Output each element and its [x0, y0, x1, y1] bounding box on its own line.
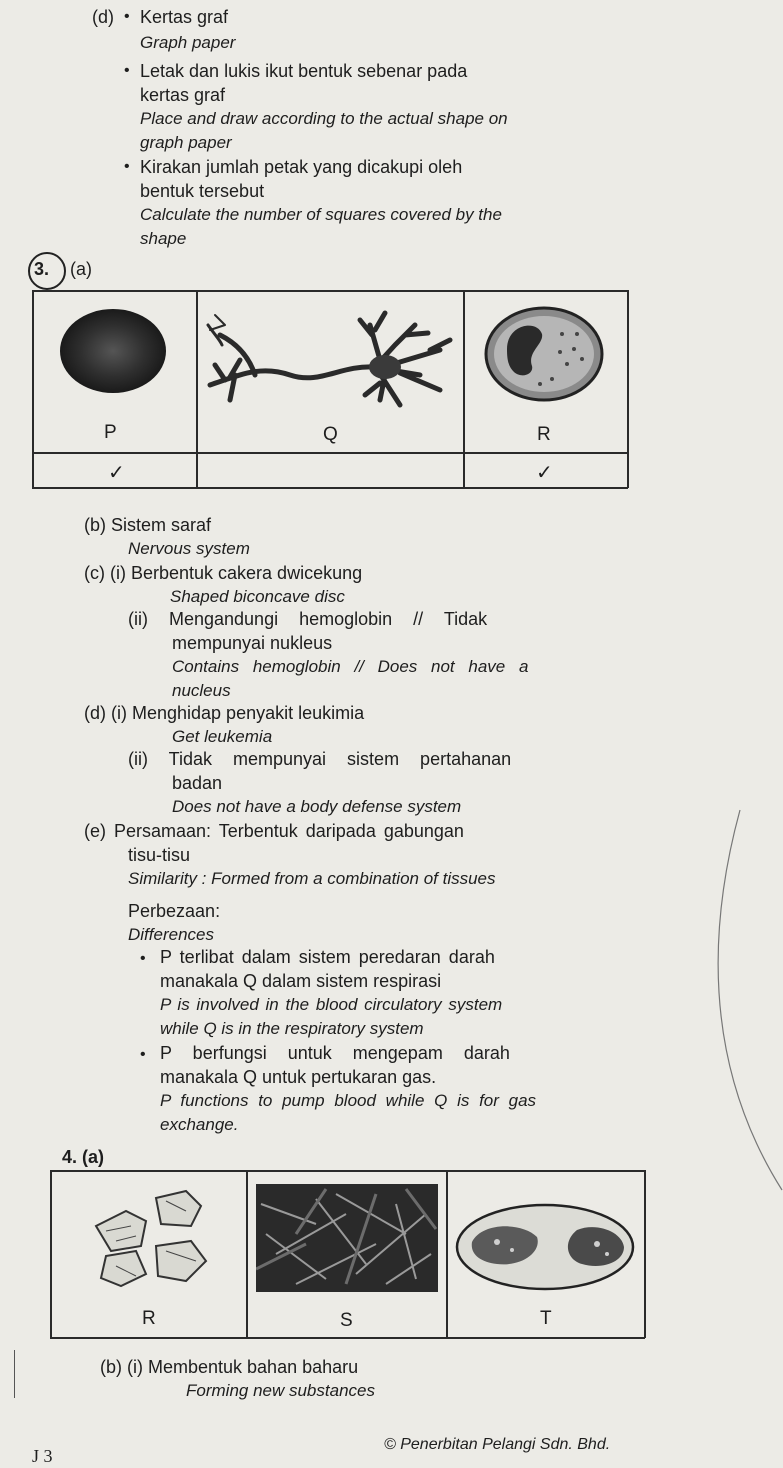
q3-number: 3.	[34, 259, 50, 279]
fibres-image	[256, 1184, 438, 1292]
q4-label-t: T	[540, 1308, 552, 1329]
q4-b-i-en: Forming new substances	[186, 1381, 375, 1400]
bullet: •	[124, 8, 130, 25]
q4-label-r: R	[142, 1308, 156, 1329]
q3-d-i-en: Get leukemia	[172, 727, 273, 746]
d-b1-en-1: Place and draw according to the actual shape on	[140, 109, 508, 128]
white-blood-cell-image	[482, 304, 612, 404]
publisher-credit: © Penerbitan Pelangi Sdn. Bhd.	[384, 1436, 611, 1453]
d-b1-ms-2: kertas graf	[140, 85, 226, 105]
margin-line	[14, 1350, 15, 1398]
q3-diff-en: Differences	[128, 925, 214, 944]
q3-label-p: P	[104, 422, 117, 443]
q3-label-r: R	[537, 424, 551, 445]
q3-d-i-ms: (d) (i) Menghidap penyakit leukimia	[84, 703, 365, 723]
red-blood-cell-image	[58, 306, 168, 396]
q4-label-s: S	[340, 1310, 353, 1331]
q3-d2-en-2: exchange.	[160, 1115, 239, 1134]
q3-d-ii-en: Does not have a body defense system	[172, 797, 462, 816]
q3-e-en: Similarity : Formed from a combination of tissues	[128, 869, 496, 888]
q3-part-a: (a)	[70, 259, 92, 279]
bullet: •	[140, 950, 146, 967]
q3-b-ms: (b) Sistem saraf	[84, 515, 212, 535]
q3-d1-en-1: P is involved in the blood circulatory system	[160, 995, 503, 1014]
q3-e-ms-1: (e) Persamaan: Terbentuk daripada gabungan	[84, 821, 464, 841]
q3-c-ii-ms-1: (ii) Mengandungi hemoglobin // Tidak	[128, 609, 488, 629]
d-b2-ms-2: bentuk tersebut	[140, 181, 265, 201]
q3-d2-ms-1: P berfungsi untuk mengepam darah	[160, 1043, 510, 1063]
q3-c-ii-ms-2: mempunyai nukleus	[172, 633, 333, 653]
tick-mark-r: ✓	[536, 462, 553, 484]
oval-cells-image	[452, 1202, 638, 1292]
nerve-cell-image	[200, 305, 462, 415]
q3-d-ii-ms-1: (ii) Tidak mempunyai sistem pertahanan	[128, 749, 512, 769]
d-b1-ms-1: Letak dan lukis ikut bentuk sebenar pada	[140, 61, 468, 81]
q3-d1-ms-1: P terlibat dalam sistem peredaran darah	[160, 947, 495, 967]
q3-b-en: Nervous system	[128, 539, 250, 558]
q3-diff-ms: Perbezaan:	[128, 901, 221, 921]
q3-d1-en-2: while Q is in the respiratory system	[160, 1019, 424, 1038]
d-label: (d)	[92, 7, 114, 27]
page-number: J 3	[32, 1446, 53, 1466]
q3-d2-ms-2: manakala Q untuk pertukaran gas.	[160, 1067, 437, 1087]
d-b2-ms-1: Kirakan jumlah petak yang dicakupi oleh	[140, 157, 463, 177]
q4-b-i-ms: (b) (i) Membentuk bahan baharu	[100, 1357, 359, 1377]
q3-e-ms-2: tisu-tisu	[128, 845, 191, 865]
q3-c-ii-en-2: nucleus	[172, 681, 231, 700]
d-b2-en-2: shape	[140, 229, 187, 248]
crystals-image	[86, 1186, 216, 1296]
q3-d2-en-1: P functions to pump blood while Q is for gas	[160, 1091, 537, 1110]
d-b2-en-1: Calculate the number of squares covered by the	[140, 205, 502, 224]
q3-c-ii-en-1: Contains hemoglobin // Does not have a	[172, 657, 529, 676]
d-title-ms: Kertas graf	[140, 7, 229, 27]
bullet: •	[140, 1046, 146, 1063]
q3-c-i-en: Shaped biconcave disc	[170, 587, 345, 606]
q3-d1-ms-2: manakala Q dalam sistem respirasi	[160, 971, 442, 991]
tick-mark-p: ✓	[108, 462, 125, 484]
d-b1-en-2: graph paper	[140, 133, 232, 152]
page-curl-line	[640, 800, 783, 1200]
q3-d-ii-ms-2: badan	[172, 773, 223, 793]
d-title-en: Graph paper	[140, 33, 236, 52]
q3-c-i-ms: (c) (i) Berbentuk cakera dwicekung	[84, 563, 363, 583]
q4-header: 4. (a)	[62, 1147, 105, 1167]
bullet: •	[124, 158, 130, 175]
bullet: •	[124, 62, 130, 79]
q3-label-q: Q	[323, 424, 338, 445]
